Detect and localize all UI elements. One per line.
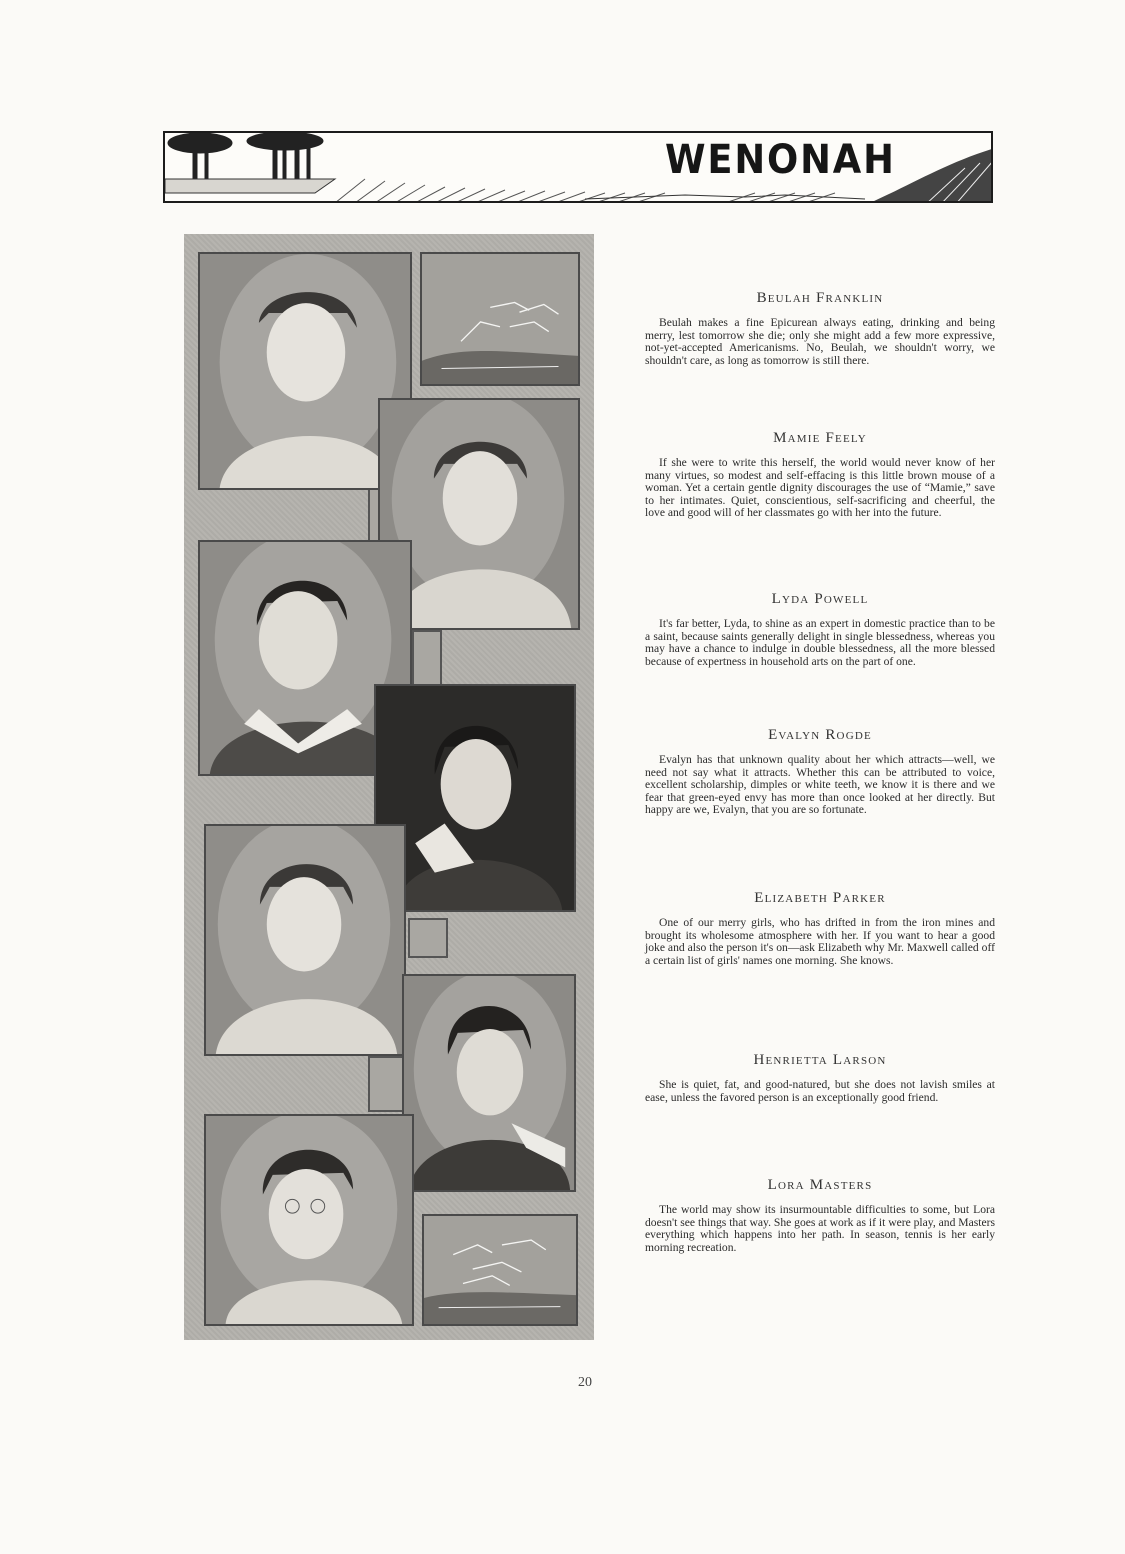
bio-name: Evalyn Rogde [768, 727, 872, 743]
bio-text: The world may show its insurmountable difficulties to some, but Lora doesn't see things that way. She goes at work as if it were play, and Masters everything which happens into her path. In season, tennis is her early morning recreation. [645, 1203, 995, 1254]
page-number: 20 [578, 1375, 592, 1390]
bio-name: Elizabeth Parker [754, 890, 886, 906]
portrait-photo [204, 1114, 414, 1326]
bio-text: She is quiet, fat, and good-natured, but she does not lavish smiles at ease, unless the favored person is an exceptionally good friend. [645, 1078, 995, 1104]
portrait-photo [402, 974, 576, 1192]
connector-strip [412, 630, 442, 690]
bio-name: Lyda Powell [771, 591, 869, 607]
bio-text: One of our merry girls, who has drifted in from the iron mines and brought its wholesome atmosphere with her. If you want to hear a good joke and also the person it's on—ask Elizabeth why Mr. Maxwell called off a certain list of girls' names one morning. She knows. [645, 916, 995, 967]
header-banner [163, 131, 993, 203]
bird-sketch-top [420, 252, 580, 386]
bio-entry [645, 890, 995, 967]
bio-entry [645, 1052, 995, 1104]
bio-entry [645, 1177, 995, 1254]
bio-text: If she were to write this herself, the world would never know of her many virtues, so modest and self-effacing is this little brown mouse of a woman. Yet a certain gentle dignity discourages the use of “Mamie,” save to her intimates. Quiet, conscientious, self-sacrificing and cheerful, the love and good will of her classmates go with her into the future. [645, 456, 995, 520]
bio-entry [645, 430, 995, 520]
bio-entry [645, 290, 995, 367]
connector-strip [408, 918, 448, 958]
bio-name: Beulah Franklin [756, 290, 884, 306]
bio-text: Beulah makes a fine Epicurean always eating, drinking and being merry, lest tomorrow she die; only she might add a few more expressive, not-yet-accepted Americanisms. No, Beulah, we shouldn't worry, we shouldn't care, as long as tomorrow is still there. [645, 316, 995, 367]
portrait-photo [204, 824, 406, 1056]
bio-name: Lora Masters [767, 1177, 873, 1193]
bio-text: It's far better, Lyda, to shine as an expert in domestic practice than to be a saint, because saints generally delight in single blessedness, whereas you may have a chance to indulge in double blessedness, all the more blessed because of expertness in household arts on the part of one. [645, 617, 995, 668]
bio-entry [645, 591, 995, 668]
bird-sketch-bottom [422, 1214, 578, 1326]
bio-name: Henrietta Larson [753, 1052, 887, 1068]
page-title: WENONAH [665, 137, 896, 183]
bio-entry [645, 727, 995, 817]
bio-name: Mamie Feely [773, 430, 867, 446]
bio-text: Evalyn has that unknown quality about her which attracts—well, we need not say what it attracts. Whether this can be attributed to voice, excellent scholarship, dimples or white teeth, we know it is there and we fear that green-eyed envy has more than once looked at her directly. But happy are we, Evalyn, that you are so fortunate. [645, 753, 995, 817]
photo-collage [184, 234, 594, 1340]
